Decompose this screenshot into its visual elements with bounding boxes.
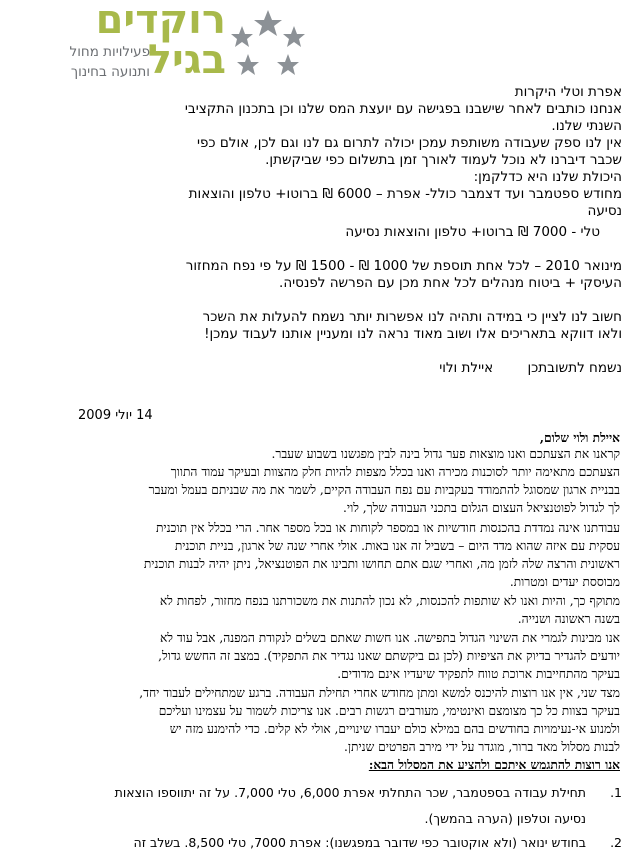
list-item-number: 2. (610, 835, 622, 850)
stars-ring-icon (228, 8, 308, 80)
letter-line: אנחנו כותבים לאחר שישבנו בפגישה עם יועצת המס שלנו וכן בתכנון התקציבי (184, 101, 622, 117)
list-item-number: 1. (610, 785, 622, 800)
reply-line: לבנות מסלול מאד ברור, מוגדר על ידי מירב הפרטים שניתן. (344, 740, 620, 754)
letter-signature: נשמח לתשובתכן איילת ולוי (439, 360, 622, 376)
reply-line: קראנו את הצעתכם ואנו מוצאות פער גדול בינה לבין מפגשנו בשבוע שעבר. (271, 447, 620, 461)
proposal-heading: אנו רוצות להתגמש איתכם ולהציע את המסלול הבא: (368, 758, 620, 772)
reply-line: הצעתכם מתאימה יותר לסוכנות מכירה ואנו בכלל מצפות להיות חלק מהצוות ובעיקר עמוד התווך (170, 465, 620, 479)
letter-line: חשוב לנו לציין כי במידה ותהיה לנו אפשרות יותר נשמח להעלות את השכר (202, 309, 622, 325)
reply-line: בבניית ארגון שמסוגל להתמודד בעקביות עם נפח העבודה הקיים, לשמר את מה שבניתם בעמל ומעבר (148, 483, 620, 497)
logo-name-line2: בגיל (147, 37, 226, 83)
letter-line: השנתי שלנו. (551, 118, 622, 134)
letter-line: מינואר 2010 – לכל אחת תוספת של 1000 ₪ - 1500 ₪ על פי נפח המחזור (185, 258, 622, 274)
letter-line: טלי - 7000 ₪ ברוטו+ טלפון והוצאות נסיעה (345, 224, 600, 240)
letter-line: אין לנו ספק שעבודה משותפת עמכן יכולה לתרום גם לנו וגם לכן, אולם כפי (196, 135, 622, 151)
reply-line: מתוקף כך, והיות ואנו לא שותפות להכנסות, לא נכון להתנות את משכורתנו בנפח מחזור, לפחות לא (159, 594, 620, 608)
list-item-line: תחילת עבודה בספטמבר, שכר התחלתי אפרת 6,000, טלי 7,000. על זה יתווספו הוצאות (114, 785, 586, 800)
letter-line: מחודש ספטמבר ועד דצמבר כולל- אפרת – 6000 ₪ ברוטו+ טלפון והוצאות (188, 186, 622, 202)
logo-tagline-line2: ותנועה בחינוך (70, 64, 150, 80)
reply-line: בעיקר מהתחייבות ארוכת טווח לתפקיד שיעדיו אינם מדודים. (337, 667, 620, 681)
reply-line: בעיקר בצוות כל כך מצומצם ואינטימי, מעורבים רגשות רבים. אנו צריכות לשמור על עצמינו ועליכם (158, 704, 620, 718)
letter-line: ולאו דווקא בתאריכים אלו ושוב מאוד נראה לנו ומעניין אותנו לעבוד עמכן! (204, 326, 622, 342)
logo-name-line1: רוקדים (95, 0, 226, 43)
letter-line: נסיעה (587, 203, 622, 219)
logo-tagline-line1: פעילויות מחול (69, 44, 150, 60)
list-item (60, 832, 620, 854)
reply-line: מבוססת יעדים ומטרות. (509, 575, 620, 589)
reply-line: לך לגדול לפוטנציאל העצום הגלום בתכני העבודה שלך, לוי. (343, 501, 620, 515)
reply-line: ראשונית והרצה שלה לזמן מה, ואחרי שגם אתם תחושו ותבינו את הפוטנציאל, ניתן יהיה לבנות תוכנית (143, 557, 620, 571)
letter-line: העיסקי + ביטוח מנהלים לכל אחת מכן עם הפרשה לפנסיה. (279, 275, 622, 291)
reply-greeting: איילת ולוי שלום, (539, 431, 620, 445)
reply-line: בשנה ראשונה ושנייה. (517, 612, 620, 626)
reply-date: 14 יולי 2009 (78, 408, 153, 423)
reply-line: אנו מבינות לגמרי את השינוי הגדול בתפישה. אנו חשות שאתם בשלים לנקודת המפנה, אבל עוד לא (159, 631, 620, 645)
letter-line: היכולת שלנו היא כדלקמן: (473, 169, 622, 185)
reply-line: ולמנוע אי-נעימויות בחודשים בהם במילא כולם יעברו שינויים, אולי לא קלים. כדי להימנע מזה יש (169, 722, 620, 736)
reply-line: מצד שני, אין אנו רוצות להיכנס למשא ומתן מחודש אחרי תחילת העבודה. ברגע שמתחילים לעבוד יחד, (139, 686, 620, 700)
letter-line: שכבר דיברנו לא נוכל לעמוד לאורך זמן בתשלום כפי שביקשתן. (265, 152, 622, 168)
letter-line: אפרת וטלי היקרות (514, 84, 622, 100)
reply-line: עבודתנו אינה נמדדת בהכנסות חודשיות או במספר לקוחות או בכל מספר אחר. הרי בכלל אין תוכנית (155, 521, 620, 535)
logo (10, 2, 310, 88)
reply-line: עסקית עם איזה שהוא מדד היום – בשביל זה אנו באות. אולי אחרי שנה של ארגון, בניית תוכנית (174, 539, 620, 553)
list-item (60, 782, 620, 826)
list-item-line: בחודש ינואר (ולא אוקטובר כפי שדובר במפגשנו): אפרת 7000, טלי 8,500. בשלב זה (133, 835, 586, 850)
list-item-line: נסיעה וטלפון (הערה בהמשך). (424, 811, 586, 826)
reply-line: יודעים להגדיר בדיוק את הציפיות (לכן גם ביקשתם שאנו נגדיר את התפקיד). במצב זה החשש גדול, (158, 649, 620, 663)
